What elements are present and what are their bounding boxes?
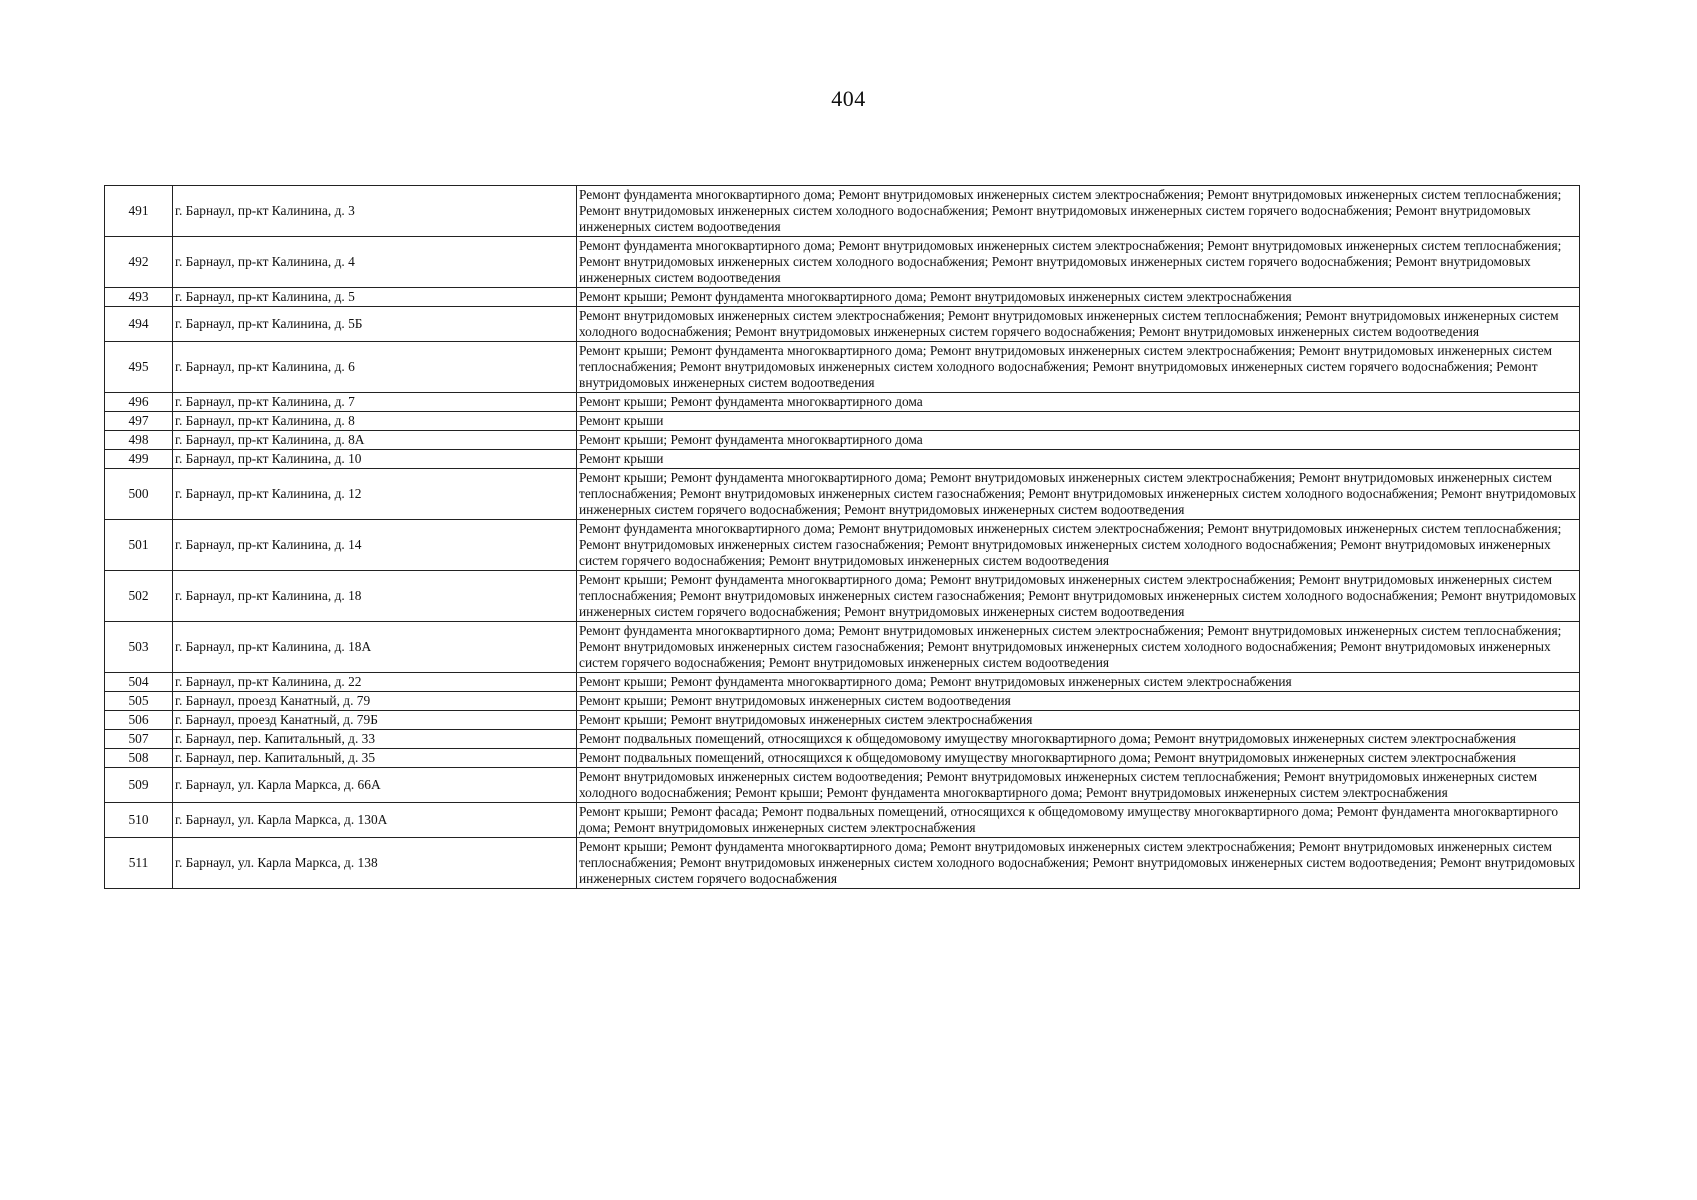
row-number: 492 xyxy=(105,237,173,288)
table-row xyxy=(105,838,1580,889)
row-number: 500 xyxy=(105,469,173,520)
row-number: 496 xyxy=(105,393,173,412)
repair-works: Ремонт крыши xyxy=(577,450,1580,469)
building-address: г. Барнаул, пр-кт Калинина, д. 4 xyxy=(173,237,577,288)
table-row xyxy=(105,393,1580,412)
row-number: 493 xyxy=(105,288,173,307)
repair-works: Ремонт крыши; Ремонт фундамента многоквартирного дома; Ремонт внутридомовых инженерных систем электроснабжения; Ремонт внутридомовых инженерных систем теплоснабжения; Ремонт внутридомовых инженерных систем газоснабжения; Ремонт внутридомовых инженерных систем холодного водоснабжения; Ремонт внутридомовых инженерных систем горячего водоснабжения; Ремонт внутридомовых инженерных систем водоотведения xyxy=(577,571,1580,622)
repair-works: Ремонт подвальных помещений, относящихся к общедомовому имуществу многоквартирного дома; Ремонт внутридомовых инженерных систем электроснабжения xyxy=(577,730,1580,749)
row-number: 509 xyxy=(105,768,173,803)
row-number: 507 xyxy=(105,730,173,749)
row-number: 501 xyxy=(105,520,173,571)
table-row xyxy=(105,412,1580,431)
table-row xyxy=(105,673,1580,692)
building-address: г. Барнаул, пер. Капитальный, д. 35 xyxy=(173,749,577,768)
table-row xyxy=(105,342,1580,393)
table-row xyxy=(105,520,1580,571)
building-address: г. Барнаул, пер. Капитальный, д. 33 xyxy=(173,730,577,749)
building-address: г. Барнаул, пр-кт Калинина, д. 7 xyxy=(173,393,577,412)
repair-works: Ремонт крыши; Ремонт фундамента многоквартирного дома; Ремонт внутридомовых инженерных систем электроснабжения xyxy=(577,673,1580,692)
repair-works: Ремонт фундамента многоквартирного дома; Ремонт внутридомовых инженерных систем электроснабжения; Ремонт внутридомовых инженерных систем теплоснабжения; Ремонт внутридомовых инженерных систем газоснабжения; Ремонт внутридомовых инженерных систем холодного водоснабжения; Ремонт внутридомовых инженерных систем горячего водоснабжения; Ремонт внутридомовых инженерных систем водоотведения xyxy=(577,622,1580,673)
repair-works: Ремонт крыши; Ремонт внутридомовых инженерных систем водоотведения xyxy=(577,692,1580,711)
repair-registry-table xyxy=(104,185,1580,889)
row-number: 503 xyxy=(105,622,173,673)
building-address: г. Барнаул, ул. Карла Маркса, д. 130А xyxy=(173,803,577,838)
building-address: г. Барнаул, пр-кт Калинина, д. 3 xyxy=(173,186,577,237)
repair-works: Ремонт крыши; Ремонт фундамента многоквартирного дома; Ремонт внутридомовых инженерных систем электроснабжения; Ремонт внутридомовых инженерных систем теплоснабжения; Ремонт внутридомовых инженерных систем холодного водоснабжения; Ремонт внутридомовых инженерных систем горячего водоснабжения; Ремонт внутридомовых инженерных систем водоотведения xyxy=(577,342,1580,393)
row-number: 499 xyxy=(105,450,173,469)
row-number: 497 xyxy=(105,412,173,431)
building-address: г. Барнаул, проезд Канатный, д. 79 xyxy=(173,692,577,711)
repair-works: Ремонт крыши; Ремонт фундамента многоквартирного дома xyxy=(577,431,1580,450)
row-number: 511 xyxy=(105,838,173,889)
building-address: г. Барнаул, ул. Карла Маркса, д. 138 xyxy=(173,838,577,889)
row-number: 504 xyxy=(105,673,173,692)
building-address: г. Барнаул, проезд Канатный, д. 79Б xyxy=(173,711,577,730)
row-number: 494 xyxy=(105,307,173,342)
table-row xyxy=(105,803,1580,838)
table-row xyxy=(105,711,1580,730)
row-number: 510 xyxy=(105,803,173,838)
row-number: 508 xyxy=(105,749,173,768)
table-row xyxy=(105,307,1580,342)
row-number: 505 xyxy=(105,692,173,711)
table-row xyxy=(105,431,1580,450)
building-address: г. Барнаул, пр-кт Калинина, д. 18 xyxy=(173,571,577,622)
row-number: 495 xyxy=(105,342,173,393)
table-row xyxy=(105,186,1580,237)
repair-works: Ремонт фундамента многоквартирного дома; Ремонт внутридомовых инженерных систем электроснабжения; Ремонт внутридомовых инженерных систем теплоснабжения; Ремонт внутридомовых инженерных систем газоснабжения; Ремонт внутридомовых инженерных систем холодного водоснабжения; Ремонт внутридомовых инженерных систем горячего водоснабжения; Ремонт внутридомовых инженерных систем водоотведения xyxy=(577,520,1580,571)
table-row xyxy=(105,692,1580,711)
repair-works: Ремонт крыши; Ремонт внутридомовых инженерных систем электроснабжения xyxy=(577,711,1580,730)
table-row xyxy=(105,450,1580,469)
repair-works: Ремонт крыши; Ремонт фундамента многоквартирного дома; Ремонт внутридомовых инженерных систем электроснабжения; Ремонт внутридомовых инженерных систем теплоснабжения; Ремонт внутридомовых инженерных систем холодного водоснабжения; Ремонт внутридомовых инженерных систем водоотведения; Ремонт внутридомовых инженерных систем горячего водоснабжения xyxy=(577,838,1580,889)
repair-works: Ремонт крыши; Ремонт фундамента многоквартирного дома xyxy=(577,393,1580,412)
building-address: г. Барнаул, ул. Карла Маркса, д. 66А xyxy=(173,768,577,803)
repair-works: Ремонт фундамента многоквартирного дома; Ремонт внутридомовых инженерных систем электроснабжения; Ремонт внутридомовых инженерных систем теплоснабжения; Ремонт внутридомовых инженерных систем холодного водоснабжения; Ремонт внутридомовых инженерных систем горячего водоснабжения; Ремонт внутридомовых инженерных систем водоотведения xyxy=(577,186,1580,237)
table-row xyxy=(105,768,1580,803)
building-address: г. Барнаул, пр-кт Калинина, д. 18А xyxy=(173,622,577,673)
repair-works: Ремонт фундамента многоквартирного дома; Ремонт внутридомовых инженерных систем электроснабжения; Ремонт внутридомовых инженерных систем теплоснабжения; Ремонт внутридомовых инженерных систем холодного водоснабжения; Ремонт внутридомовых инженерных систем горячего водоснабжения; Ремонт внутридомовых инженерных систем водоотведения xyxy=(577,237,1580,288)
building-address: г. Барнаул, пр-кт Калинина, д. 5Б xyxy=(173,307,577,342)
table-row xyxy=(105,622,1580,673)
building-address: г. Барнаул, пр-кт Калинина, д. 22 xyxy=(173,673,577,692)
repair-works: Ремонт крыши; Ремонт фундамента многоквартирного дома; Ремонт внутридомовых инженерных систем электроснабжения xyxy=(577,288,1580,307)
repair-works: Ремонт подвальных помещений, относящихся к общедомовому имуществу многоквартирного дома; Ремонт внутридомовых инженерных систем электроснабжения xyxy=(577,749,1580,768)
repair-works: Ремонт внутридомовых инженерных систем водоотведения; Ремонт внутридомовых инженерных систем теплоснабжения; Ремонт внутридомовых инженерных систем холодного водоснабжения; Ремонт крыши; Ремонт фундамента многоквартирного дома; Ремонт внутридомовых инженерных систем электроснабжения xyxy=(577,768,1580,803)
repair-works: Ремонт крыши; Ремонт фасада; Ремонт подвальных помещений, относящихся к общедомовому имуществу многоквартирного дома; Ремонт фундамента многоквартирного дома; Ремонт внутридомовых инженерных систем электроснабжения xyxy=(577,803,1580,838)
table-row xyxy=(105,571,1580,622)
row-number: 491 xyxy=(105,186,173,237)
row-number: 506 xyxy=(105,711,173,730)
building-address: г. Барнаул, пр-кт Калинина, д. 6 xyxy=(173,342,577,393)
building-address: г. Барнаул, пр-кт Калинина, д. 8 xyxy=(173,412,577,431)
building-address: г. Барнаул, пр-кт Калинина, д. 12 xyxy=(173,469,577,520)
repair-works: Ремонт крыши xyxy=(577,412,1580,431)
row-number: 498 xyxy=(105,431,173,450)
table-row xyxy=(105,469,1580,520)
row-number: 502 xyxy=(105,571,173,622)
building-address: г. Барнаул, пр-кт Калинина, д. 10 xyxy=(173,450,577,469)
table-row xyxy=(105,237,1580,288)
building-address: г. Барнаул, пр-кт Калинина, д. 14 xyxy=(173,520,577,571)
table-row xyxy=(105,749,1580,768)
page-number: 404 xyxy=(831,86,866,111)
building-address: г. Барнаул, пр-кт Калинина, д. 5 xyxy=(173,288,577,307)
building-address: г. Барнаул, пр-кт Калинина, д. 8А xyxy=(173,431,577,450)
repair-works: Ремонт внутридомовых инженерных систем электроснабжения; Ремонт внутридомовых инженерных систем теплоснабжения; Ремонт внутридомовых инженерных систем холодного водоснабжения; Ремонт внутридомовых инженерных систем горячего водоснабжения; Ремонт внутридомовых инженерных систем водоотведения xyxy=(577,307,1580,342)
registry-body xyxy=(105,186,1580,889)
table-row xyxy=(105,730,1580,749)
repair-works: Ремонт крыши; Ремонт фундамента многоквартирного дома; Ремонт внутридомовых инженерных систем электроснабжения; Ремонт внутридомовых инженерных систем теплоснабжения; Ремонт внутридомовых инженерных систем газоснабжения; Ремонт внутридомовых инженерных систем холодного водоснабжения; Ремонт внутридомовых инженерных систем горячего водоснабжения; Ремонт внутридомовых инженерных систем водоотведения xyxy=(577,469,1580,520)
table-row xyxy=(105,288,1580,307)
